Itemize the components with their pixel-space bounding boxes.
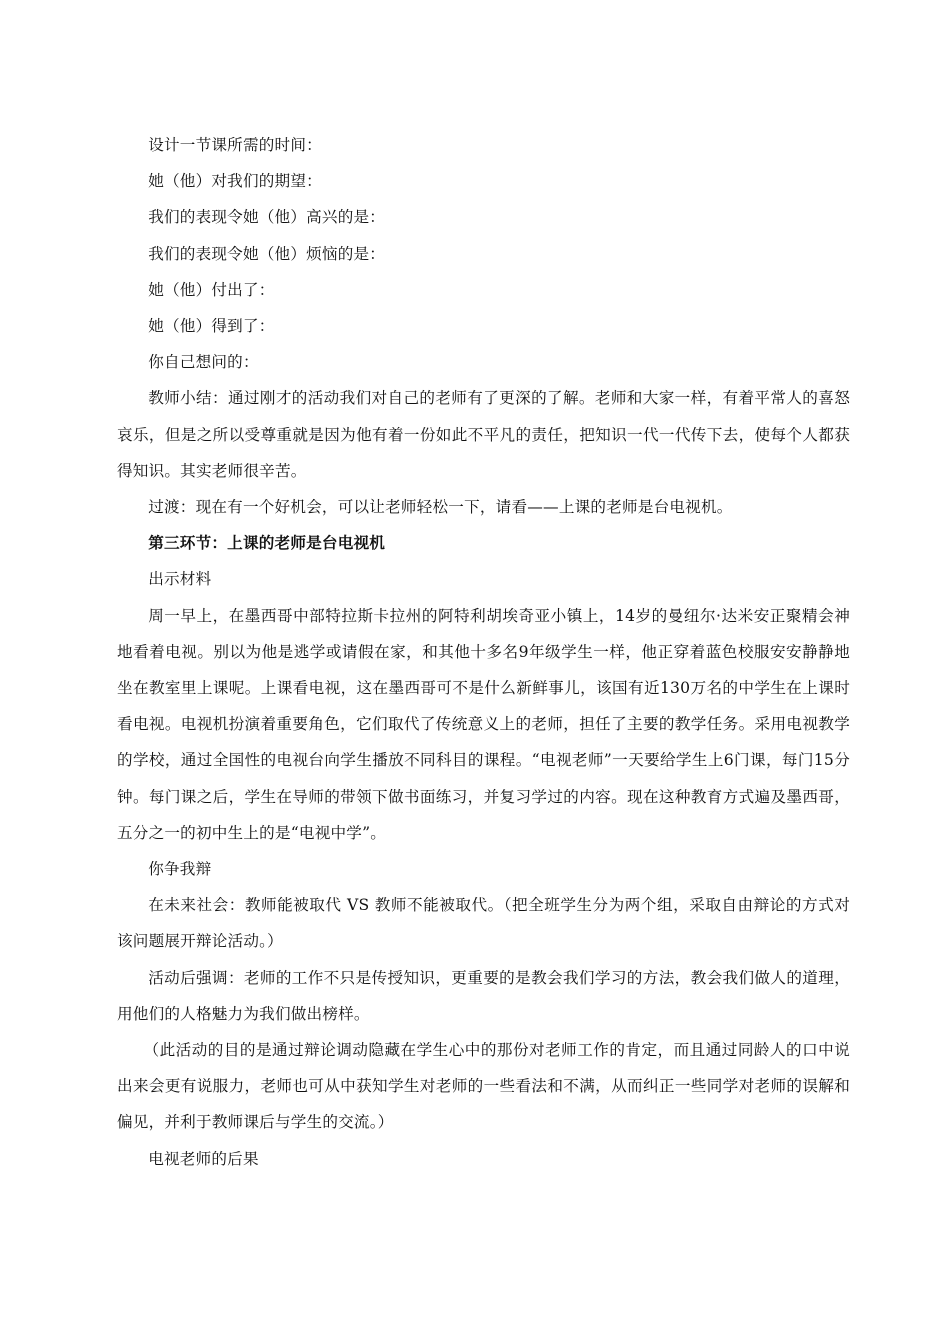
paragraph-gave: 她（他）付出了：: [148, 280, 275, 299]
paragraph-annoyed: 我们的表现令她（他）烦恼的是：: [148, 244, 386, 263]
paragraph-emphasis: 活动后强调：老师的工作不只是传授知识，更重要的是教会我们学习的方法，教会我们做人的道理，用他们的人格魅力为我们做出榜样。: [117, 968, 850, 1023]
paragraph-transition: 过渡：现在有一个好机会，可以让老师轻松一下，请看——上课的老师是台电视机。: [148, 498, 733, 517]
paragraph-purpose-note: （此活动的目的是通过辩论调动隐藏在学生心中的那份对老师工作的肯定，而且通过同龄人的口中说出来会更有说服力，老师也可从中获知学生对老师的一些看法和不满，从而纠正一些同学对老师的误解和偏见，并利于教师课后与学生的交流。）: [117, 1041, 850, 1132]
document-body: [117, 127, 850, 1177]
paragraph-show-material: 出示材料: [148, 570, 212, 589]
paragraph-expectation: 她（他）对我们的期望：: [148, 172, 322, 191]
paragraph-happy: 我们的表现令她（他）高兴的是：: [148, 208, 386, 227]
paragraph-own-question: 你自己想问的：: [148, 353, 259, 372]
paragraph-lesson-time: 设计一节课所需的时间：: [148, 136, 322, 154]
paragraph-debate-topic: 在未来社会：教师能被取代 VS 教师不能被取代。（把全班学生分为两个组，采取自由辩论的方式对该问题展开辩论活动。）: [117, 896, 850, 951]
paragraph-tv-teacher-consequence: 电视老师的后果: [148, 1149, 259, 1168]
paragraph-received: 她（他）得到了：: [148, 317, 275, 336]
paragraph-material-story: 周一早上，在墨西哥中部特拉斯卡拉州的阿特利胡埃奇亚小镇上，14岁的曼纽尔·达米安正聚精会神地看着电视。别以为他是逃学或请假在家，和其他十多名9年级学生一样，他正穿着蓝色校服安安静静地坐在教室里上课呢。上课看电视，这在墨西哥可不是什么新鲜事儿，该国有近130万名的中学生在上课时看电视。电视机扮演着重要角色，它们取代了传统意义上的老师，担任了主要的教学任务。采用电视教学的学校，通过全国性的电视台向学生播放不同科目的课程。“电视老师”一天要给学生上6门课，每门15分钟。每门课之后，学生在导师的带领下做书面练习，并复习学过的内容。现在这种教育方式遍及墨西哥，五分之一的初中生上的是“电视中学”。: [117, 606, 850, 842]
paragraph-teacher-summary: 教师小结：通过刚才的活动我们对自己的老师有了更深的了解。老师和大家一样，有着平常人的喜怒哀乐，但是之所以受尊重就是因为他有着一份如此不平凡的责任，把知识一代一代传下去，使每个人都获得知识。其实老师很辛苦。: [117, 389, 850, 480]
paragraph-debate-title: 你争我辩: [148, 860, 212, 879]
section-heading-third: 第三环节：上课的老师是台电视机: [148, 533, 386, 553]
